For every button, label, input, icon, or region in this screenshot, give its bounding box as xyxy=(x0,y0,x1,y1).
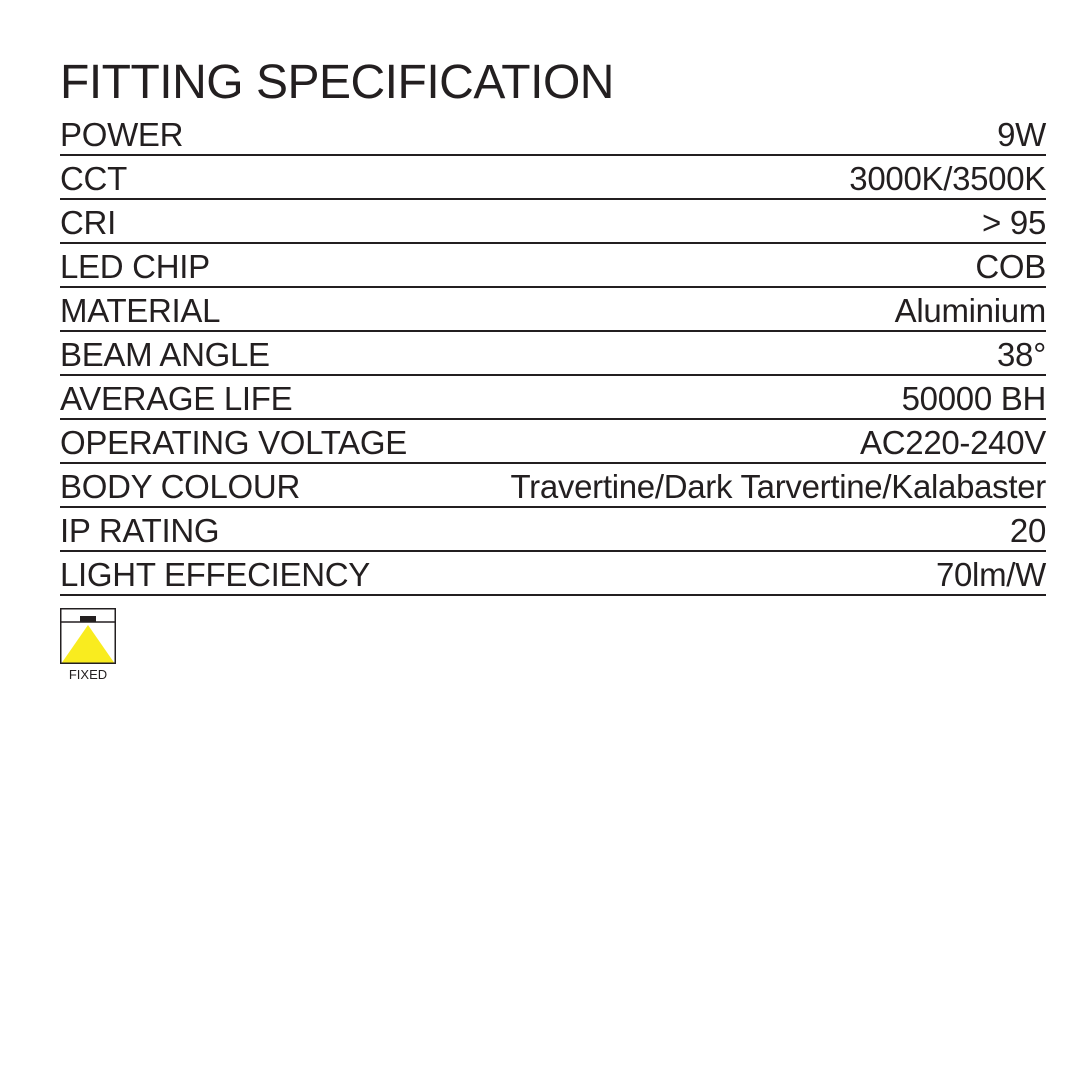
spec-row-average-life xyxy=(60,376,1046,420)
spec-value: > 95 xyxy=(982,204,1046,241)
spec-row-power xyxy=(60,112,1046,156)
spec-value: Travertine/Dark Tarvertine/Kalabaster xyxy=(510,468,1046,505)
spec-value: 9W xyxy=(997,116,1046,153)
beam-icon-fitting xyxy=(80,616,96,622)
spec-value: 38° xyxy=(996,336,1046,373)
spec-label: POWER xyxy=(60,116,184,153)
spec-value: AC220-240V xyxy=(860,424,1046,461)
spec-label: CRI xyxy=(60,204,116,241)
spec-value: 20 xyxy=(1009,512,1046,549)
spec-row-operating-voltage xyxy=(60,420,1046,464)
spec-row-cri xyxy=(60,200,1046,244)
spec-label: LIGHT EFFECIENCY xyxy=(60,556,370,593)
spec-table xyxy=(60,112,1046,596)
spec-value: Aluminium xyxy=(894,292,1046,329)
spec-label: MATERIAL xyxy=(60,292,221,329)
spec-label: OPERATING VOLTAGE xyxy=(60,424,407,461)
spec-label: BODY COLOUR xyxy=(60,468,300,505)
spec-row-led-chip xyxy=(60,244,1046,288)
spec-label: IP RATING xyxy=(60,512,220,549)
spec-row-material xyxy=(60,288,1046,332)
page-title: FITTING SPECIFICATION xyxy=(60,56,614,109)
spec-row-body-colour xyxy=(60,464,1046,508)
spec-value: COB xyxy=(975,248,1046,285)
spec-label: AVERAGE LIFE xyxy=(60,380,293,417)
spec-value: 70lm/W xyxy=(935,556,1046,593)
fixed-beam-icon xyxy=(60,608,116,664)
spec-row-light-efficiency xyxy=(60,552,1046,596)
spec-row-ip-rating xyxy=(60,508,1046,552)
spec-label: CCT xyxy=(60,160,127,197)
spec-label: LED CHIP xyxy=(60,248,210,285)
spec-row-beam-angle xyxy=(60,332,1046,376)
beam-icon-caption: FIXED xyxy=(68,667,108,682)
spec-value: 50000 BH xyxy=(901,380,1046,417)
spec-row-cct xyxy=(60,156,1046,200)
spec-label: BEAM ANGLE xyxy=(60,336,270,373)
spec-value: 3000K/3500K xyxy=(849,160,1046,197)
